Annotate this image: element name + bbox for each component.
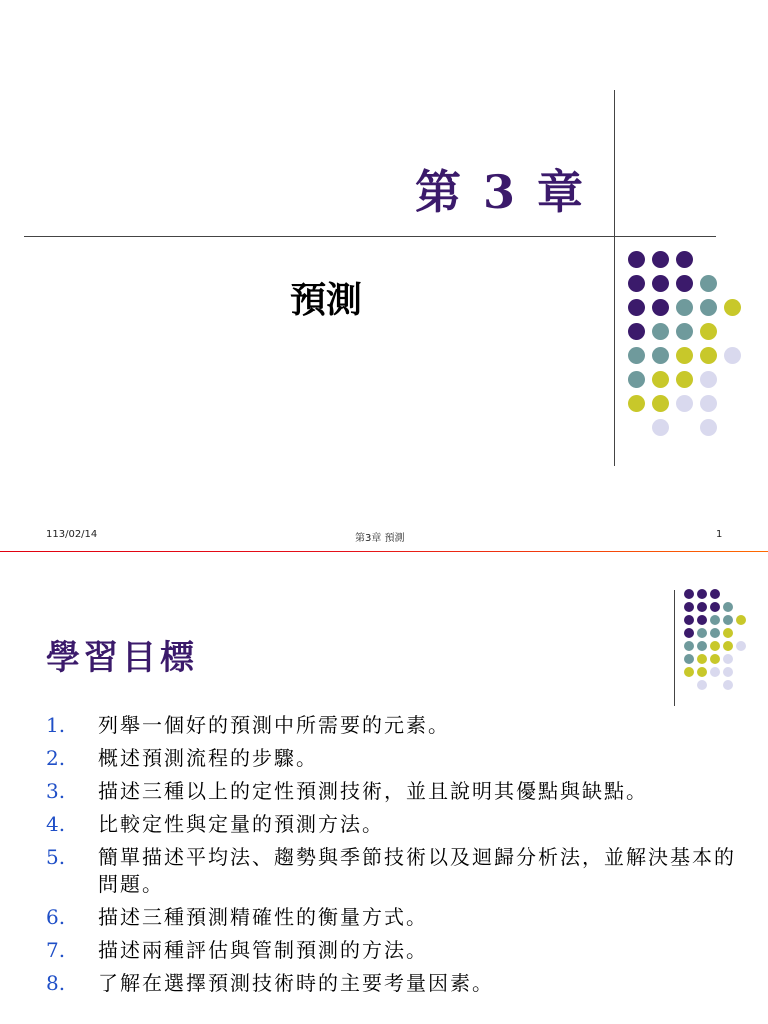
list-item: [46, 844, 746, 898]
decorative-dot: [652, 395, 669, 412]
decorative-dot: [628, 395, 645, 412]
decorative-dot: [700, 347, 717, 364]
slide-heading: 學習目標: [46, 638, 198, 678]
decorative-dot: [628, 347, 645, 364]
list-number: 4.: [46, 812, 66, 836]
decorative-dot: [697, 589, 707, 599]
decorative-dot: [697, 667, 707, 677]
decorative-dot: [697, 628, 707, 638]
footer-title: 第3章 預測: [355, 533, 405, 544]
decorative-dot: [724, 347, 741, 364]
decorative-dot: [652, 299, 669, 316]
list-number: 2.: [46, 746, 66, 770]
decorative-dot: [676, 347, 693, 364]
decorative-dot: [710, 628, 720, 638]
decorative-dot: [652, 419, 669, 436]
list-text: 了解在選擇預測技術時的主要考量因素。: [98, 971, 494, 995]
decorative-dot: [700, 395, 717, 412]
list-item: [46, 778, 746, 805]
decorative-dot: [723, 641, 733, 651]
decorative-dot: [700, 275, 717, 292]
decorative-dot: [676, 323, 693, 340]
objectives-list: [46, 712, 746, 1003]
slide-subtitle: 預測: [290, 279, 363, 321]
horizontal-rule: [24, 236, 716, 237]
list-number: 3.: [46, 779, 66, 803]
decorative-dot: [700, 371, 717, 388]
decorative-dot: [684, 615, 694, 625]
decorative-dot: [676, 299, 693, 316]
decorative-dot: [652, 371, 669, 388]
decorative-dot: [710, 654, 720, 664]
decorative-dot: [723, 628, 733, 638]
list-item: [46, 745, 746, 772]
decorative-dot: [723, 615, 733, 625]
chapter-title: 第 3 章: [414, 165, 586, 219]
decorative-dot: [697, 602, 707, 612]
decorative-dot: [710, 602, 720, 612]
decorative-dot: [723, 602, 733, 612]
list-item: [46, 712, 746, 739]
decorative-dot: [697, 654, 707, 664]
decorative-dot: [723, 667, 733, 677]
decorative-dot: [684, 602, 694, 612]
decorative-dot: [676, 395, 693, 412]
list-item: [46, 811, 746, 838]
footer-date: 113/02/14: [46, 529, 98, 540]
decorative-dot: [724, 299, 741, 316]
decorative-dot: [652, 251, 669, 268]
decorative-dot: [710, 589, 720, 599]
list-text: 概述預測流程的步驟。: [98, 746, 318, 770]
list-text: 列舉一個好的預測中所需要的元素。: [98, 713, 450, 737]
list-text: 描述兩種評估與管制預測的方法。: [98, 938, 428, 962]
list-text: 描述三種預測精確性的衡量方式。: [98, 905, 428, 929]
decorative-dot: [710, 641, 720, 651]
decorative-dot: [700, 323, 717, 340]
footer-page-number: 1: [716, 529, 723, 540]
vertical-rule: [614, 90, 615, 466]
decorative-dot: [736, 641, 746, 651]
decorative-dot: [697, 641, 707, 651]
decorative-dot: [628, 251, 645, 268]
decorative-dot: [684, 628, 694, 638]
decorative-dot: [697, 680, 707, 690]
decorative-dot: [652, 275, 669, 292]
list-number: 1.: [46, 713, 66, 737]
decorative-dot: [652, 323, 669, 340]
decorative-dot: [628, 299, 645, 316]
list-item: [46, 970, 746, 997]
decorative-dot: [684, 641, 694, 651]
decorative-dot: [628, 323, 645, 340]
list-number: 6.: [46, 905, 66, 929]
decorative-dot: [684, 667, 694, 677]
decorative-dot: [676, 275, 693, 292]
decorative-dot: [723, 680, 733, 690]
list-number: 8.: [46, 971, 66, 995]
decorative-dot: [652, 347, 669, 364]
list-text: 描述三種以上的定性預測技術，並且說明其優點與缺點。: [98, 779, 648, 803]
decorative-dot: [710, 615, 720, 625]
decorative-dot: [628, 371, 645, 388]
decorative-dot: [736, 615, 746, 625]
list-item: [46, 937, 746, 964]
list-number: 5.: [46, 845, 66, 869]
decorative-dot: [684, 654, 694, 664]
decorative-dot: [676, 371, 693, 388]
decorative-dot: [723, 654, 733, 664]
list-text: 簡單描述平均法、趨勢與季節技術以及迴歸分析法，並解決基本的問題。: [98, 845, 736, 896]
objectives-slide: [0, 552, 768, 1024]
decorative-dot: [700, 299, 717, 316]
decorative-dot: [676, 251, 693, 268]
decorative-dot: [684, 589, 694, 599]
decorative-dot: [710, 667, 720, 677]
list-text: 比較定性與定量的預測方法。: [98, 812, 384, 836]
decorative-dot: [697, 615, 707, 625]
list-number: 7.: [46, 938, 66, 962]
decorative-dot: [628, 275, 645, 292]
list-item: [46, 904, 746, 931]
decorative-dot: [700, 419, 717, 436]
vertical-rule: [674, 590, 675, 706]
